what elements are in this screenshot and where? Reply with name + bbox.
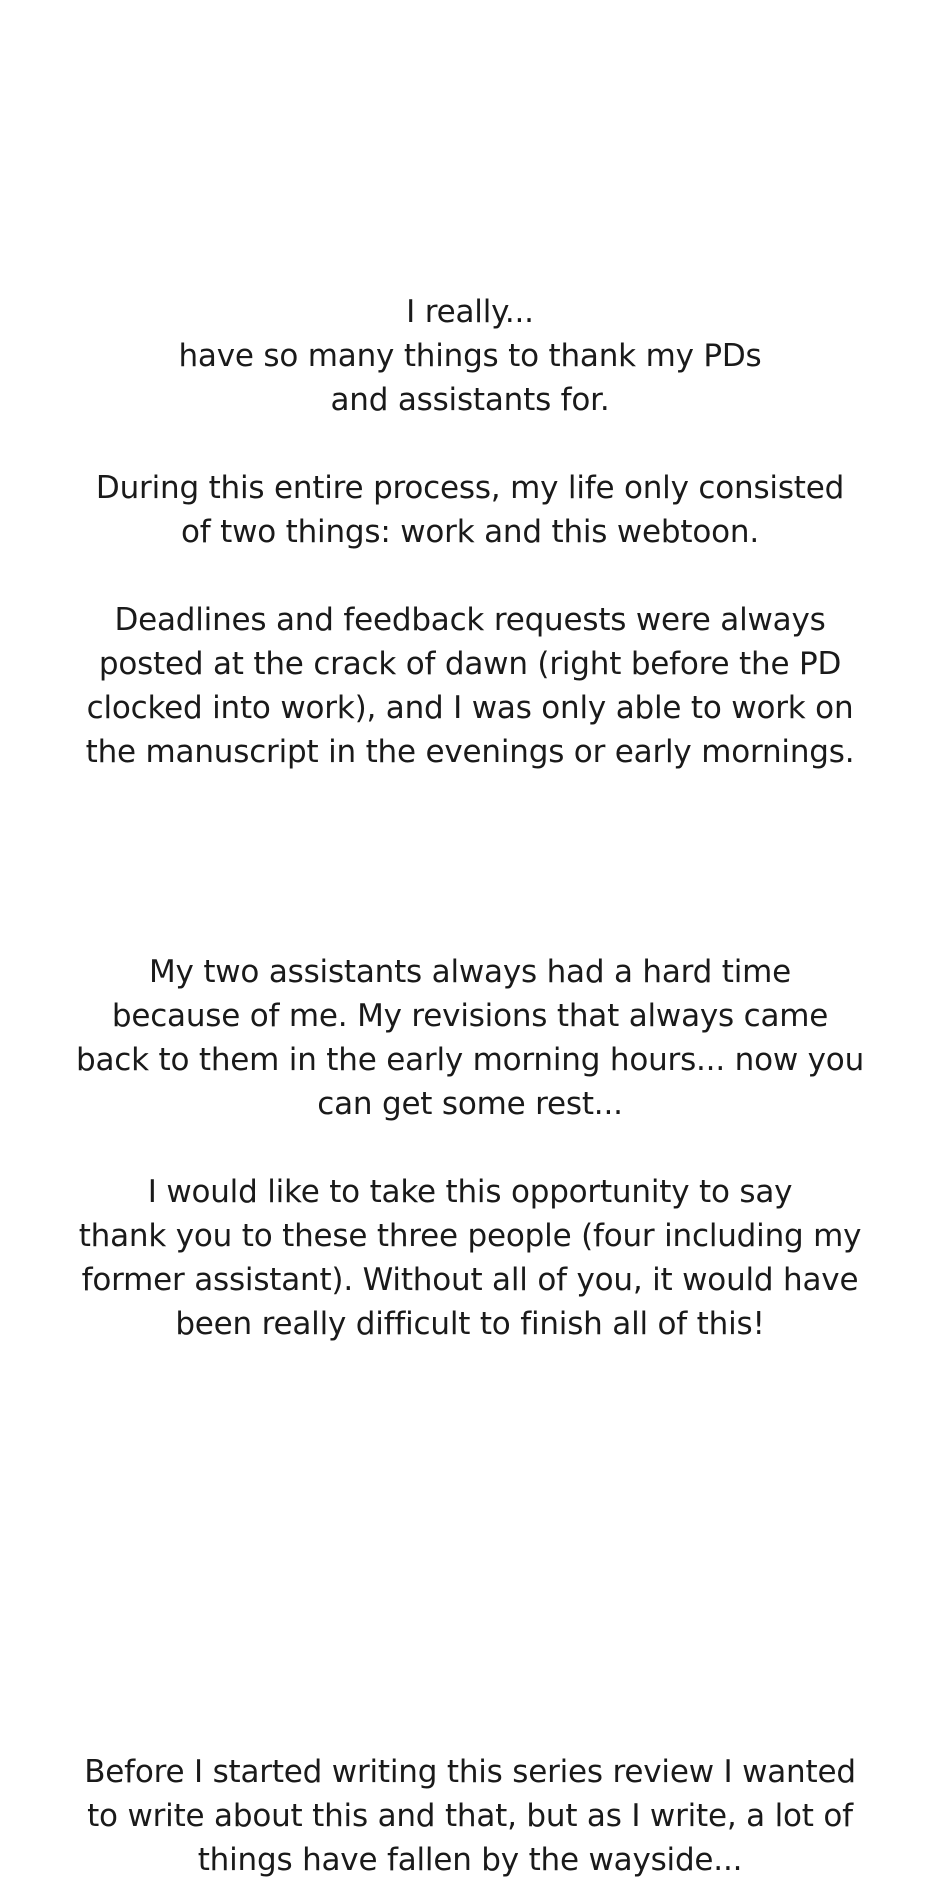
text-block-thanks-assistants	[0, 950, 940, 1346]
paragraph-deadlines	[0, 598, 940, 774]
paragraph-intro	[0, 290, 940, 422]
paragraph-gap	[0, 554, 940, 598]
text-line: thank you to these three people (four including my	[78, 1218, 862, 1254]
text-line: of two things: work and this webtoon.	[180, 514, 759, 550]
text-line: things have fallen by the wayside...	[197, 1842, 743, 1878]
paragraph-assistants	[0, 950, 940, 1126]
text-line: have so many things to thank my PDs	[178, 338, 762, 374]
text-line: Before I started writing this series review I wanted	[84, 1754, 856, 1790]
paragraph-gap	[0, 422, 940, 466]
text-line: former assistant). Without all of you, it would have	[81, 1262, 859, 1298]
text-line: I really...	[406, 294, 534, 330]
text-line: posted at the crack of dawn (right before the PD	[98, 646, 842, 682]
text-block-thanks-pds	[0, 290, 940, 774]
text-block-series-review	[0, 1750, 940, 1882]
text-line: back to them in the early morning hours... now you	[75, 1042, 865, 1078]
text-line: My two assistants always had a hard time	[148, 954, 792, 990]
text-line: and assistants for.	[330, 382, 610, 418]
text-line: Deadlines and feedback requests were always	[114, 602, 826, 638]
text-line: because of me. My revisions that always came	[111, 998, 829, 1034]
paragraph-series-review	[0, 1750, 940, 1882]
text-line: I would like to take this opportunity to say	[147, 1174, 793, 1210]
paragraph-gap	[0, 1126, 940, 1170]
text-line: been really difficult to finish all of this!	[175, 1306, 765, 1342]
text-line: clocked into work), and I was only able to work on	[86, 690, 854, 726]
paragraph-thank-you	[0, 1170, 940, 1346]
paragraph-process	[0, 466, 940, 554]
text-line: can get some rest...	[317, 1086, 623, 1122]
text-line: During this entire process, my life only consisted	[95, 470, 845, 506]
text-line: the manuscript in the evenings or early mornings.	[85, 734, 855, 770]
text-line: to write about this and that, but as I write, a lot of	[87, 1798, 853, 1834]
